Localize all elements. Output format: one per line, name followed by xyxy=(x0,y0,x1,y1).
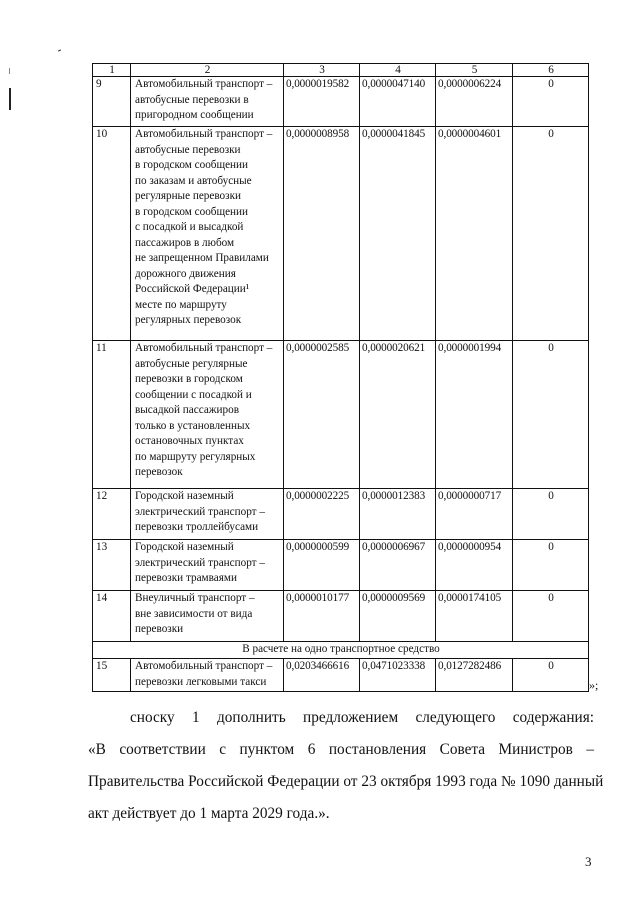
row-number: 9 xyxy=(93,77,131,127)
value-col3: 0,0000002585 xyxy=(284,341,360,489)
value-col3: 0,0000019582 xyxy=(284,77,360,127)
paragraph-line: сноску 1 дополнить предложением следующего содержания: xyxy=(130,709,594,726)
value-col3: 0,0203466616 xyxy=(284,659,360,692)
value-col5: 0,0000000954 xyxy=(436,540,513,591)
table-row xyxy=(93,540,589,591)
value-col5: 0,0000001994 xyxy=(436,341,513,489)
transport-type: Городской наземный электрический транспорт – перевозки троллейбусами xyxy=(131,489,284,540)
header-cell: 4 xyxy=(360,64,436,77)
transport-type: Автомобильный транспорт – автобусные перевозки в пригородном сообщении xyxy=(131,77,284,127)
transport-type: Автомобильный транспорт – автобусные перевозки в городском сообщении по заказам и автобусные регулярные перевозки в городском сообщении с посадкой и высадкой пассажиров в любом не запрещенном Правилами дорожного движения Российской Федерации¹ месте по маршруту регулярных перевозок xyxy=(131,127,284,341)
value-col4: 0,0000020621 xyxy=(360,341,436,489)
paragraph-line: акт действует до 1 марта 2029 года.». xyxy=(88,805,330,822)
value-col3: 0,0000010177 xyxy=(284,591,360,642)
value-col5: 0,0000004601 xyxy=(436,127,513,341)
page-number: 3 xyxy=(585,854,592,869)
paragraph-line: Правительства Российской Федерации от 23 октября 1993 года № 1090 данный xyxy=(88,773,604,790)
transport-type: Автомобильный транспорт – автобусные регулярные перевозки в городском сообщении с посадкой и высадкой пассажиров только в установленных остановочных пунктах по маршруту регулярных перевозок xyxy=(131,341,284,489)
value-col6: 0 xyxy=(513,540,589,591)
value-col4: 0,0000041845 xyxy=(360,127,436,341)
closing-quote-mark: »; xyxy=(589,678,599,692)
value-col3: 0,0000002225 xyxy=(284,489,360,540)
table-section-row xyxy=(93,642,589,659)
value-col5: 0,0000000717 xyxy=(436,489,513,540)
header-cell: 6 xyxy=(513,64,589,77)
header-cell: 2 xyxy=(131,64,284,77)
value-col5: 0,0000174105 xyxy=(436,591,513,642)
value-col5: 0,0000006224 xyxy=(436,77,513,127)
value-col4: 0,0000006967 xyxy=(360,540,436,591)
row-number: 10 xyxy=(93,127,131,341)
scan-mark xyxy=(58,49,61,51)
transport-type: Автомобильный транспорт – перевозки легковыми такси xyxy=(131,659,284,692)
row-number: 13 xyxy=(93,540,131,591)
value-col6: 0 xyxy=(513,77,589,127)
value-col6: 0 xyxy=(513,127,589,341)
table-header-row xyxy=(93,64,589,77)
value-col4: 0,0000012383 xyxy=(360,489,436,540)
paragraph-line: «В соответствии с пунктом 6 постановления Совета Министров – xyxy=(88,741,594,758)
value-col6: 0 xyxy=(513,341,589,489)
scan-mark xyxy=(9,88,11,110)
value-col4: 0,0000009569 xyxy=(360,591,436,642)
table-row xyxy=(93,659,589,692)
coefficients-table xyxy=(92,63,589,692)
value-col3: 0,0000000599 xyxy=(284,540,360,591)
header-cell: 1 xyxy=(93,64,131,77)
row-number: 15 xyxy=(93,659,131,692)
transport-type: Городской наземный электрический транспорт – перевозки трамваями xyxy=(131,540,284,591)
value-col5: 0,0127282486 xyxy=(436,659,513,692)
value-col4: 0,0000047140 xyxy=(360,77,436,127)
row-number: 14 xyxy=(93,591,131,642)
table-row xyxy=(93,77,589,127)
row-number: 11 xyxy=(93,341,131,489)
header-cell: 5 xyxy=(436,64,513,77)
section-label: В расчете на одно транспортное средство xyxy=(93,642,589,659)
table-row xyxy=(93,127,589,341)
table-row xyxy=(93,341,589,489)
value-col6: 0 xyxy=(513,591,589,642)
transport-type: Внеуличный транспорт – вне зависимости от вида перевозки xyxy=(131,591,284,642)
row-number: 12 xyxy=(93,489,131,540)
value-col6: 0 xyxy=(513,489,589,540)
value-col3: 0,0000008958 xyxy=(284,127,360,341)
header-cell: 3 xyxy=(284,64,360,77)
table-row xyxy=(93,489,589,540)
scan-mark xyxy=(9,68,10,74)
value-col4: 0,0471023338 xyxy=(360,659,436,692)
value-col6: 0 xyxy=(513,659,589,692)
table-row xyxy=(93,591,589,642)
